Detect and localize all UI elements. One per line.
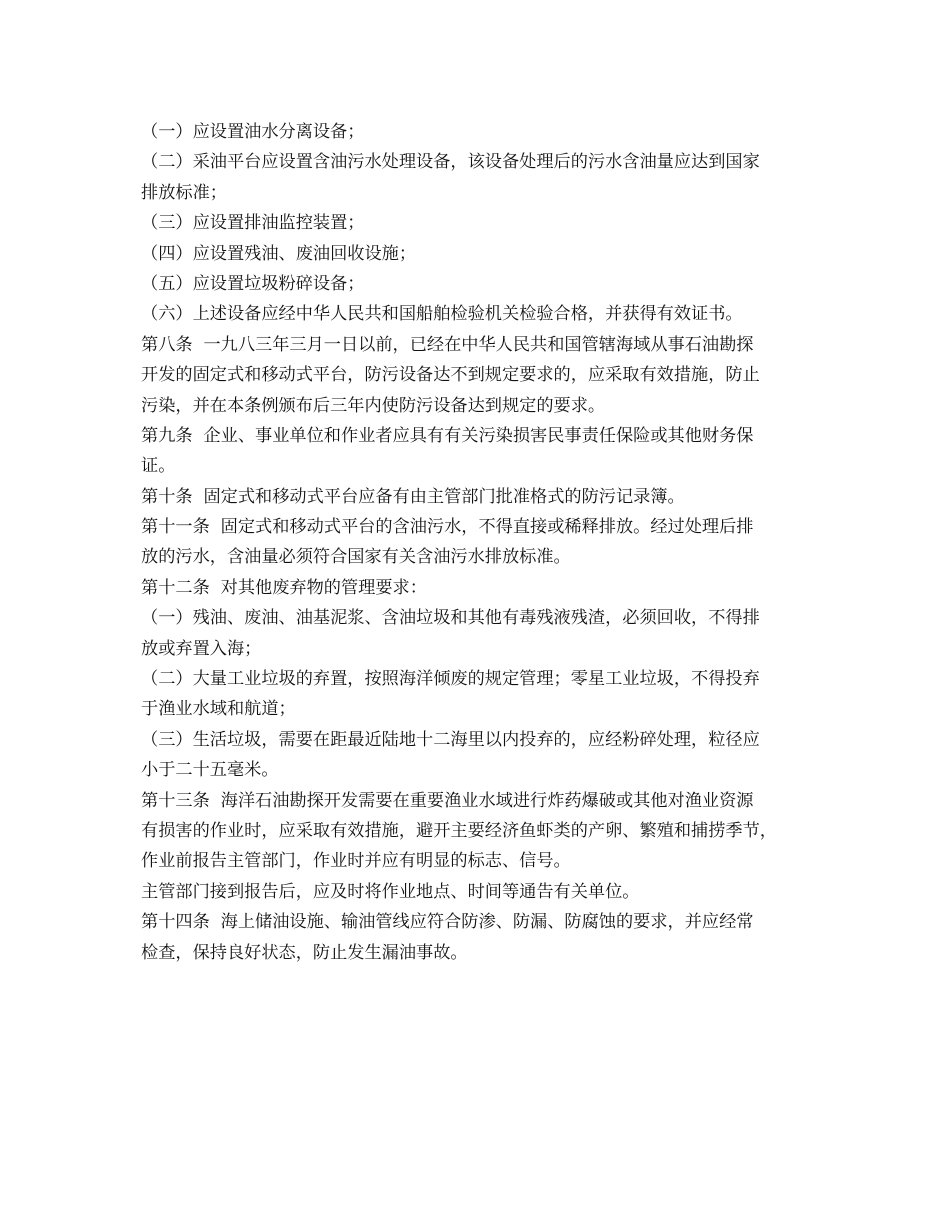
text-line: 第十三条 海洋石油勘探开发需要在重要渔业水域进行炸药爆破或其他对渔业资源 <box>141 790 754 811</box>
text-line: 放的污水，含油量必须符合国家有关含油污水排放标准。 <box>141 547 571 568</box>
text-line: （三）生活垃圾，需要在距最近陆地十二海里以内投弃的，应经粉碎处理，粒径应 <box>141 729 760 750</box>
text-line: （四）应设置残油、废油回收设施； <box>141 243 417 264</box>
text-line: 第八条 一九八三年三月一日以前，已经在中华人民共和国管辖海域从事石油勘探 <box>141 334 754 355</box>
text-line: 开发的固定式和移动式平台，防污设备达不到规定要求的，应采取有效措施，防止 <box>141 365 760 386</box>
text-line: （二）大量工业垃圾的弃置，按照海洋倾废的规定管理；零星工业垃圾，不得投弃 <box>141 669 760 690</box>
text-line: 第十一条 固定式和移动式平台的含油污水，不得直接或稀释排放。经过处理后排 <box>141 517 754 538</box>
text-line: 第九条 企业、事业单位和作业者应具有有关污染损害民事责任保险或其他财务保 <box>141 425 754 446</box>
text-line: （三）应设置排油监控装置； <box>141 213 365 234</box>
text-line: 第十二条 对其他废弃物的管理要求： <box>141 577 427 598</box>
text-line: 第十四条 海上储油设施、输油管线应符合防渗、防漏、防腐蚀的要求，并应经常 <box>141 912 754 933</box>
text-line: 第十条 固定式和移动式平台应备有由主管部门批准格式的防污记录簿。 <box>141 486 685 507</box>
text-line: （五）应设置垃圾粉碎设备； <box>141 273 365 294</box>
document-body <box>141 117 831 968</box>
text-line: （一）残油、废油、油基泥浆、含油垃圾和其他有毒残液残渣，必须回收，不得排 <box>141 608 760 629</box>
text-line: 主管部门接到报告后，应及时将作业地点、时间等通告有关单位。 <box>141 881 640 902</box>
text-line: 于渔业水域和航道； <box>141 699 296 720</box>
text-line: 证。 <box>141 456 176 477</box>
text-line: 检查，保持良好状态，防止发生漏油事故。 <box>141 942 468 963</box>
text-line: 作业前报告主管部门，作业时并应有明显的标志、信号。 <box>141 851 571 872</box>
text-line: 放或弃置入海； <box>141 638 262 659</box>
text-line: （二）采油平台应设置含油污水处理设备，该设备处理后的污水含油量应达到国家 <box>141 152 760 173</box>
text-line: 排放标准； <box>141 182 227 203</box>
text-line: （一）应设置油水分离设备； <box>141 122 365 142</box>
text-line: （六）上述设备应经中华人民共和国船舶检验机关检验合格，并获得有效证书。 <box>141 304 743 325</box>
text-line: 有损害的作业时，应采取有效措施，避开主要经济鱼虾类的产卵、繁殖和捕捞季节， <box>141 820 777 841</box>
text-line: 小于二十五毫米。 <box>141 760 279 781</box>
text-line: 污染，并在本条例颁布后三年内使防污设备达到规定的要求。 <box>141 395 606 416</box>
